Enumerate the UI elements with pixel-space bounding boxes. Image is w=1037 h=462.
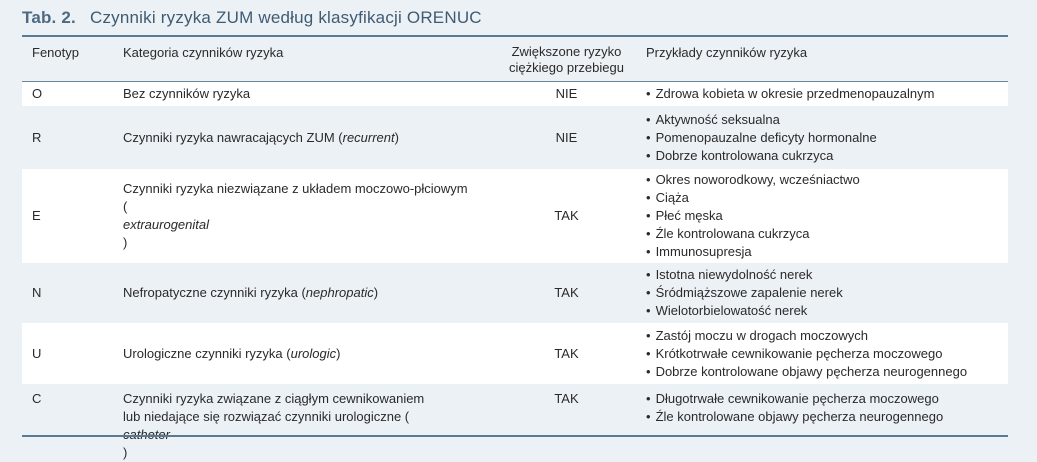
row-category: Urologiczne czynniki ryzyka (urologic) bbox=[123, 345, 341, 361]
list-item: • Ciąża bbox=[646, 189, 860, 207]
row-risk: TAK bbox=[554, 391, 579, 406]
list-item: • Źle kontrolowana cukrzyca bbox=[646, 225, 860, 243]
row-risk: TAK bbox=[554, 345, 579, 361]
row-category: Czynniki ryzyka nawracających ZUM (recurrent) bbox=[123, 129, 399, 145]
list-item: • Krótkotrwałe cewnikowanie pęcherza moczowego bbox=[646, 345, 967, 363]
row-phenotype: C bbox=[32, 391, 42, 406]
list-item: • Długotrwałe cewnikowanie pęcherza moczowego bbox=[646, 390, 943, 408]
row-phenotype: R bbox=[32, 129, 42, 145]
list-item: • Zastój moczu w drogach moczowych bbox=[646, 327, 967, 345]
row-risk: TAK bbox=[554, 208, 579, 223]
list-item: • Płeć męska bbox=[646, 207, 860, 225]
category-term: recurrent bbox=[342, 129, 395, 145]
header-phenotype: Fenotyp bbox=[32, 45, 79, 60]
table-row bbox=[22, 169, 1008, 263]
header-examples: Przykłady czynników ryzyka bbox=[646, 45, 808, 60]
table-number: Tab. 2. bbox=[22, 8, 76, 27]
category-term: extraurogenital bbox=[123, 217, 209, 232]
row-examples bbox=[646, 82, 1006, 106]
row-risk: TAK bbox=[554, 285, 579, 300]
row-category: Czynniki ryzyka związane z ciągłym cewnikowaniem lub niedające się rozwiązać czynniki urologiczne ( ) bbox=[123, 391, 425, 460]
table-header-row bbox=[22, 37, 1008, 81]
list-item: • Wielotorbielowatość nerek bbox=[646, 302, 843, 320]
table-row bbox=[22, 106, 1008, 169]
table-caption: Czynniki ryzyka ZUM według klasyfikacji ORENUC bbox=[90, 8, 482, 27]
row-examples bbox=[646, 384, 1006, 441]
row-risk: NIE bbox=[555, 129, 578, 145]
row-category: Czynniki ryzyka niezwiązane z układem moczowo-płciowym ( extraurogenital ) bbox=[123, 181, 468, 250]
table-row bbox=[22, 263, 1008, 323]
row-examples bbox=[646, 263, 1006, 323]
row-examples bbox=[646, 169, 1006, 263]
row-examples bbox=[646, 323, 1006, 384]
row-phenotype: O bbox=[32, 86, 43, 101]
table-row bbox=[22, 82, 1008, 106]
category-term: nephropatic bbox=[305, 285, 374, 300]
list-item: • Śródmiąższowe zapalenie nerek bbox=[646, 284, 843, 302]
table-bottom-rule bbox=[22, 435, 1008, 437]
list-item: • Okres noworodkowy, wcześniactwo bbox=[646, 171, 860, 189]
row-examples bbox=[646, 106, 1006, 169]
row-phenotype: N bbox=[32, 285, 42, 300]
table-row bbox=[22, 323, 1008, 384]
list-item: • Aktywność seksualna bbox=[646, 111, 877, 129]
row-category: Nefropatyczne czynniki ryzyka (nephropatic) bbox=[123, 285, 379, 300]
list-item: • Pomenopauzalne deficyty hormonalne bbox=[646, 129, 877, 147]
table-row bbox=[22, 384, 1008, 460]
list-item: • Dobrze kontrolowane objawy pęcherza neurogennego bbox=[646, 363, 967, 381]
list-item: • Istotna niewydolność nerek bbox=[646, 266, 843, 284]
category-term: urologic bbox=[290, 345, 337, 361]
row-category: Bez czynników ryzyka bbox=[123, 86, 251, 101]
row-phenotype: U bbox=[32, 345, 42, 361]
list-item: • Zdrowa kobieta w okresie przedmenopauzalnym bbox=[646, 85, 934, 103]
row-phenotype: E bbox=[32, 208, 41, 223]
header-risk-line1: Zwiększone ryzyko bbox=[511, 44, 622, 59]
table-title bbox=[22, 8, 482, 28]
list-item: • Źle kontrolowane objawy pęcherza neurogennego bbox=[646, 408, 943, 426]
header-category: Kategoria czynników ryzyka bbox=[123, 45, 284, 60]
row-risk: NIE bbox=[555, 86, 578, 101]
list-item: • Dobrze kontrolowana cukrzyca bbox=[646, 147, 877, 165]
list-item: • Immunosupresja bbox=[646, 243, 860, 261]
header-risk-line2: ciężkiego przebiegu bbox=[509, 60, 624, 75]
